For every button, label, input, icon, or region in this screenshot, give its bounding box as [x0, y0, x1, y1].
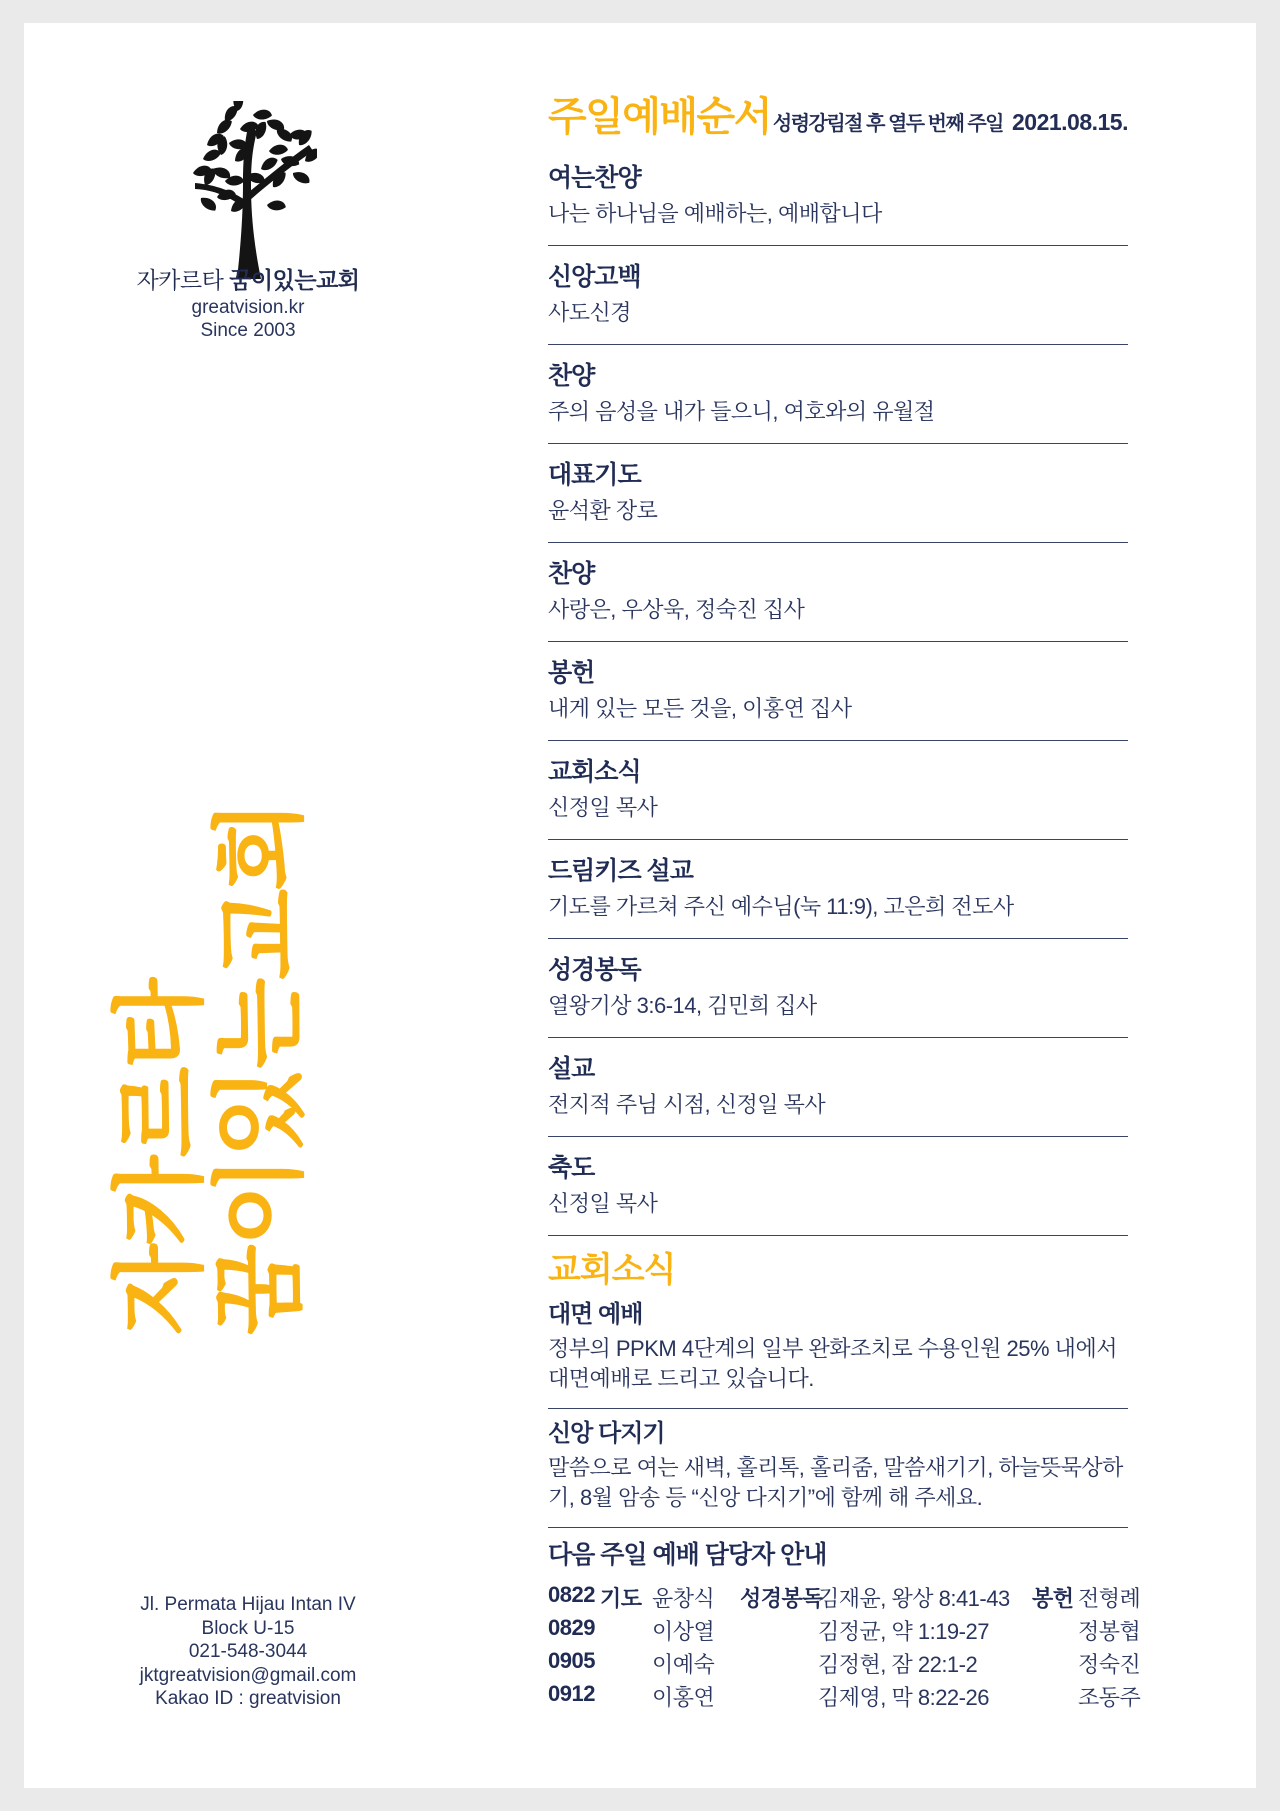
worship-section-detail: 사랑은, 우상욱, 정숙진 집사 [548, 597, 805, 622]
kakao-id: Kakao ID : greatvision [155, 1688, 341, 1709]
worship-section-title: 봉헌 [548, 659, 595, 687]
address-line1: Jl. Permata Hijau Intan IV [140, 1594, 356, 1615]
prayer-person: 이예숙 [652, 1652, 715, 1677]
contact-block [88, 1593, 408, 1711]
reading-person: 김제영, 막 8:22-26 [818, 1685, 989, 1710]
worship-section-title: 대표기도 [548, 461, 641, 489]
reading-person: 김정현, 잠 22:1-2 [818, 1652, 978, 1677]
prayer-person: 이홍연 [652, 1685, 715, 1710]
church-city-label: 자카르타 [136, 267, 224, 293]
worship-section-detail: 전지적 주님 시점, 신정일 목사 [548, 1092, 826, 1117]
assignment-date: 0829 [548, 1615, 595, 1640]
liturgical-subtitle: 성령강림절 후 열두 번째 주일 [772, 113, 1003, 135]
prayer-person: 이상열 [652, 1619, 715, 1644]
worship-section [548, 444, 1128, 543]
assignment-row [548, 1582, 1141, 1615]
offering-person: 전형례 [1078, 1586, 1141, 1611]
worship-section [548, 1137, 1128, 1236]
worship-section-detail: 열왕기상 3:6-14, 김민희 집사 [548, 993, 817, 1018]
worship-section-detail: 신정일 목사 [548, 1191, 658, 1216]
worship-section-title: 찬양 [548, 362, 595, 390]
worship-section-title: 교회소식 [548, 758, 641, 786]
tree-logo-icon [177, 101, 317, 279]
vertical-banner-line1: 자카르타 [107, 979, 212, 1335]
worship-section-title: 성경봉독 [548, 956, 641, 984]
worship-section-title: 드림키즈 설교 [548, 857, 693, 885]
prayer-person: 윤창식 [652, 1586, 715, 1611]
assignment-row [548, 1615, 1141, 1648]
worship-section-detail: 나는 하나님을 예배하는, 예배합니다 [548, 201, 882, 226]
offering-person: 조동주 [1078, 1685, 1141, 1710]
news-item-title: 신앙 다지기 [548, 1420, 665, 1447]
worship-section-detail: 신정일 목사 [548, 795, 658, 820]
assignment-date: 0905 [548, 1648, 595, 1673]
bulletin-page [24, 23, 1256, 1788]
worship-section [548, 543, 1128, 642]
page-title: 주일예배순서 [548, 95, 771, 139]
vertical-banner-line2: 꿈이있는교회 [207, 802, 312, 1335]
news-item [548, 1290, 1128, 1409]
worship-section [548, 345, 1128, 444]
brand-block [88, 266, 408, 342]
news-item-body: 정부의 PPKM 4단계의 일부 완화조치로 수용인원 25% 내에서 대면예배로 드리고 있습니다. [548, 1336, 1117, 1391]
offering-person: 정봉협 [1078, 1619, 1141, 1644]
assignments-heading: 다음 주일 예배 담당자 안내 [548, 1541, 827, 1569]
worship-section [548, 939, 1128, 1038]
worship-section-detail: 기도를 가르쳐 주신 예수님(눅 11:9), 고은희 전도사 [548, 894, 1014, 919]
bulletin-content [548, 85, 1141, 1714]
offering-column-label: 봉헌 [1032, 1586, 1074, 1611]
worship-section-title: 축도 [548, 1154, 595, 1182]
vertical-church-name-banner [107, 765, 312, 1335]
email-address: jktgreatvision@gmail.com [139, 1664, 357, 1686]
news-item-body: 말씀으로 여는 새벽, 홀리톡, 홀리줌, 말씀새기기, 하늘뜻묵상하기, 8월 암송 등 “신앙 다지기”에 함께 해 주세요. [548, 1455, 1123, 1510]
worship-section-detail: 주의 음성을 내가 들으니, 여호와의 유월절 [548, 399, 935, 424]
worship-section-detail: 내게 있는 모든 것을, 이홍연 집사 [548, 696, 852, 721]
worship-section-title: 신앙고백 [548, 263, 641, 291]
reading-column-label: 성경봉독 [740, 1586, 824, 1611]
worship-section [548, 741, 1128, 840]
bulletin-header [548, 85, 1128, 139]
service-date: 2021.08.15. [1011, 109, 1128, 135]
church-name [88, 266, 408, 294]
worship-section [548, 147, 1128, 246]
worship-section-title: 설교 [548, 1055, 595, 1083]
reading-person: 김정균, 약 1:19-27 [818, 1619, 989, 1644]
worship-section [548, 1038, 1128, 1137]
assignment-row [548, 1648, 1141, 1681]
assignments-section [548, 1528, 1141, 1714]
news-item [548, 1409, 1128, 1528]
worship-section-title: 찬양 [548, 560, 595, 588]
prayer-column-label: 기도 [600, 1586, 642, 1611]
phone-number: 021-548-3044 [188, 1641, 308, 1662]
worship-order-list [548, 147, 1128, 1236]
address-line2: Block U-15 [201, 1617, 295, 1639]
assignment-row [548, 1681, 1141, 1714]
worship-section [548, 642, 1128, 741]
news-item-title: 대면 예배 [548, 1301, 643, 1328]
reading-person: 김재윤, 왕상 8:41-43 [818, 1586, 1010, 1611]
assignment-date: 0912 [548, 1681, 595, 1706]
church-since: Since 2003 [200, 320, 296, 341]
church-news-heading: 교회소식 [548, 1251, 676, 1289]
assignment-date: 0822 [548, 1582, 595, 1607]
worship-section [548, 840, 1128, 939]
worship-section-detail: 윤석환 장로 [548, 498, 658, 523]
church-name-label: 꿈이있는교회 [229, 267, 360, 293]
offering-person: 정숙진 [1078, 1652, 1141, 1677]
worship-section [548, 246, 1128, 345]
worship-section-title: 여는찬양 [548, 164, 641, 192]
church-website: greatvision.kr [191, 297, 305, 318]
worship-section-detail: 사도신경 [548, 300, 632, 325]
